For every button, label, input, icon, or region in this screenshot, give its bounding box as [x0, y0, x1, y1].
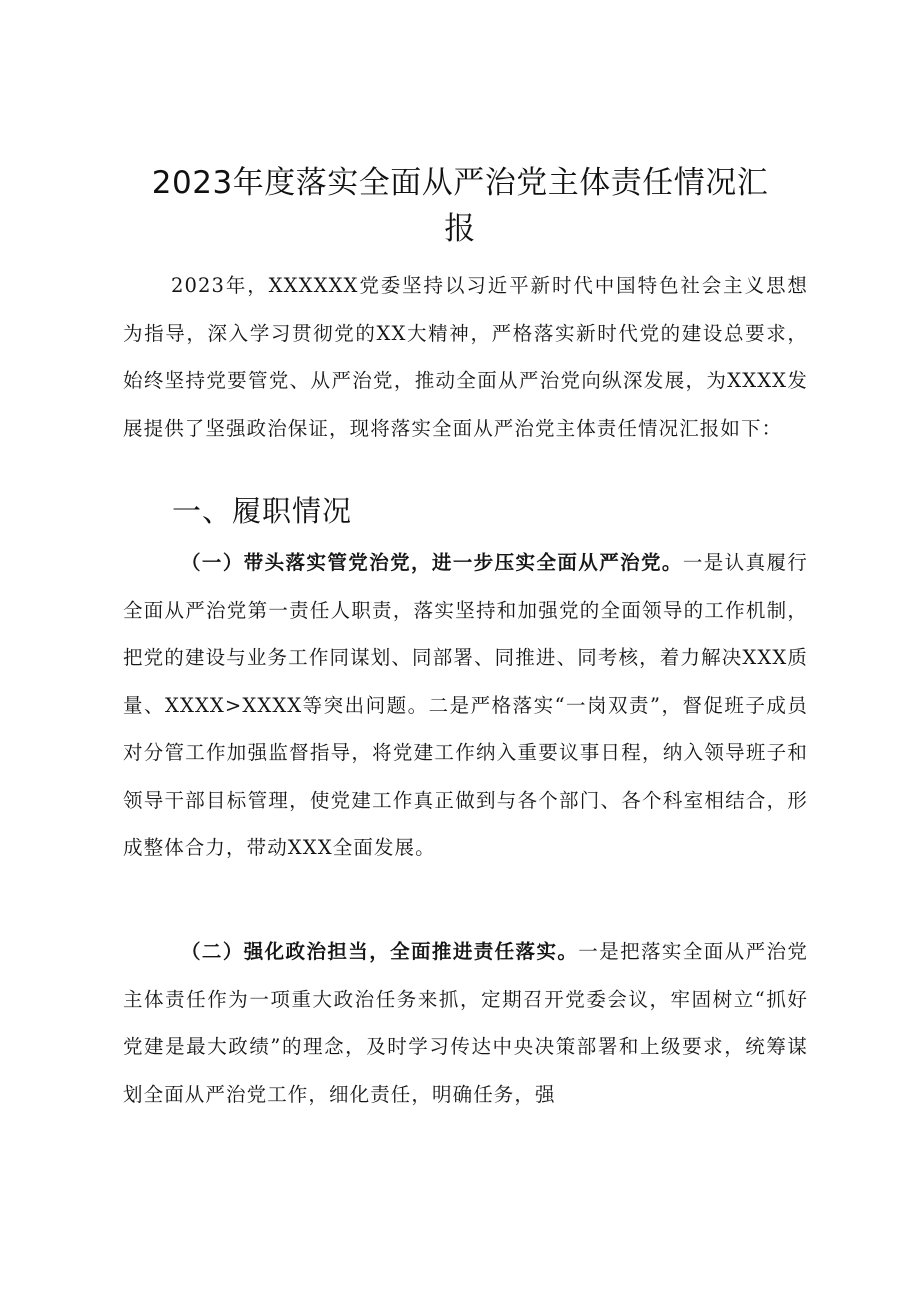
subsection-1-paragraph — [123, 539, 808, 872]
title-line-1: 2023年度落实全面从严治党主体责任情况汇 — [151, 165, 769, 201]
title-line-2: 报 — [444, 211, 476, 247]
subsection-2-paragraph — [123, 928, 808, 1118]
subsection-2-body: 一是把落实全面从严治党主体责任作为一项重大政治任务来抓，定期召开党委会议，牢固树立“抓好党建是最大政绩”的理念，及时学习传达中央决策部署和上级要求，统筹谋划全面从严治党工作，细化责任，明确任务，强 — [123, 940, 808, 1106]
subsection-1-heading: （一）带头落实管党治党，进一步压实全面从严治党。 — [181, 551, 683, 574]
subsection-2-heading: （二）强化政治担当，全面推进责任落实。 — [181, 940, 579, 963]
document-title — [150, 160, 770, 252]
subsection-1-body: 一是认真履行全面从严治党第一责任人职责，落实坚持和加强党的全面领导的工作机制，把党的建设与业务工作同谋划、同部署、同推进、同考核，着力解决XXX质量、XXXX>XXXX等突出问题。二是严格落实“一岗双责”，督促班子成员对分管工作加强监督指导，将党建工作纳入重要议事日程，纳入领导班子和领导干部目标管理，使党建工作真正做到与各个部门、各个科室相结合，形成整体合力，带动XXX全面发展。 — [123, 551, 808, 859]
intro-paragraph: 2023年，XXXXXX党委坚持以习近平新时代中国特色社会主义思想为指导，深入学习贯彻党的XX大精神，严格落实新时代党的建设总要求，始终坚持党要管党、从严治党，推动全面从严治党向纵深发展，为XXXX发展提供了坚强政治保证，现将落实全面从严治党主体责任情况汇报如下： — [123, 274, 808, 440]
section-heading-1: 一、履职情况 — [172, 494, 353, 528]
